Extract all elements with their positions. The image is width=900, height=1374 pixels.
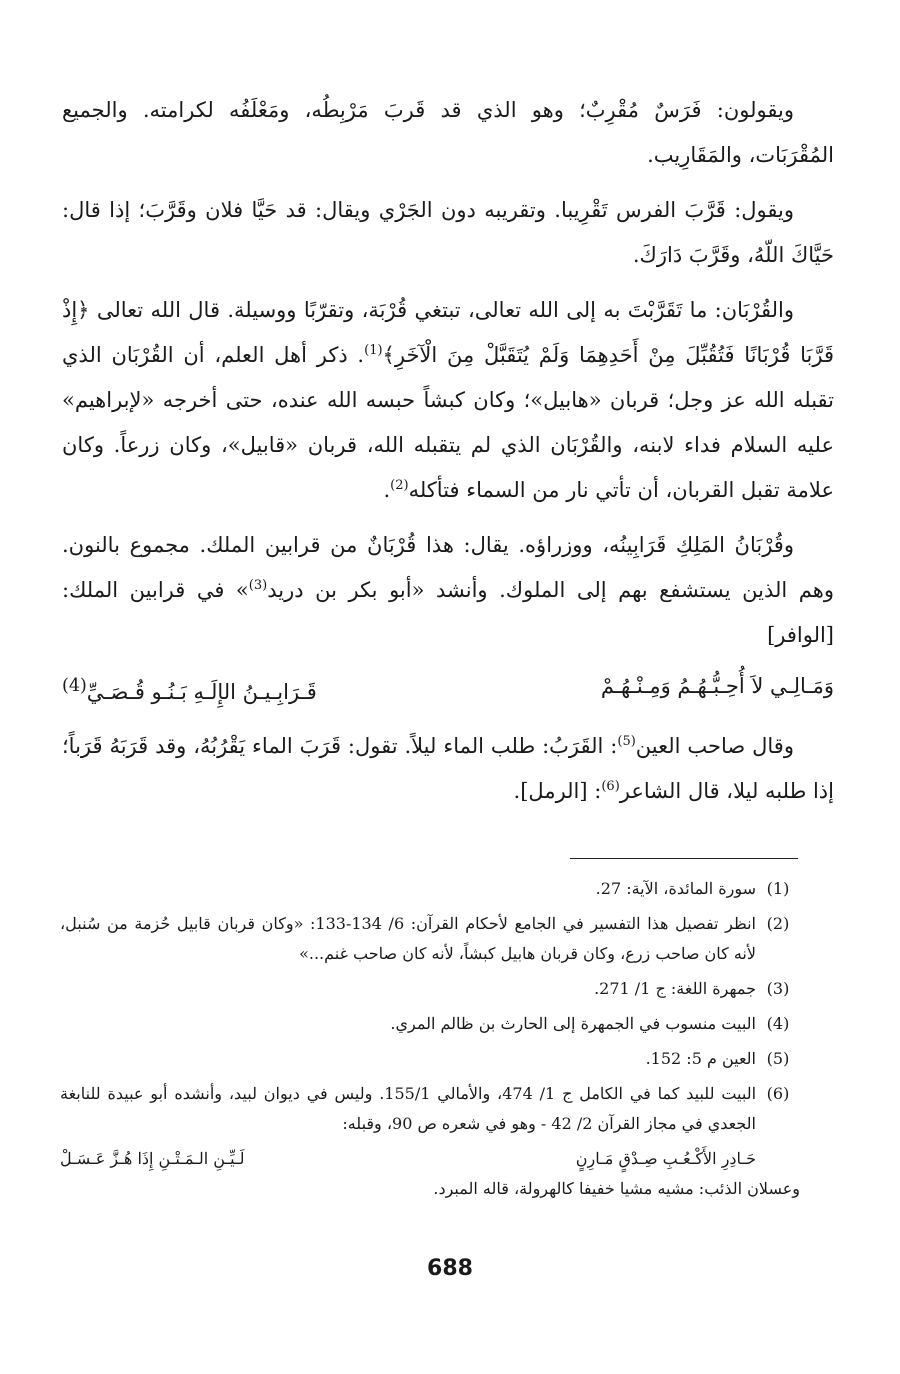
paragraph-5-end: : [الرمل].: [513, 779, 602, 803]
paragraph-5-text: وقال صاحب العين: [635, 734, 794, 758]
paragraph-4-text: وقُرْبَانُ المَلِكِ قَرَابِينُه، ووزراؤه. يقال: هذا قُرْبَانٌ من قرابين الملك. مجموع بالنون. وهم الذين يستشفع بهم إلى الملوك. وأنشد «أبو بكر بن دريد: [62, 533, 834, 602]
footnote-number: (4): [766, 1014, 790, 1033]
footnote-text: البيت منسوب في الجمهرة إلى الحارث بن ظالم المري.: [390, 1014, 756, 1033]
paragraph-3: والقُرْبَان: ما تَقَرَّبْتَ به إلى الله تعالى، تبتغي قُرْبَة، وتقرّبًا ووسيلة. قال الله تعالى ﴿إِذْ قَرَّبَا قُرْبَانًا فَتُقُبِّلَ مِنْ أَحَدِهِمَا وَلَمْ يُتَقَبَّلْ مِنَ الْآخَرِ﴾$^{(1)}$. ذكر أهل العلم، أن القُرْبَان الذي تقبله الله عز وجل؛ قربان «هابيل»؛ وكان كبشاً حبسه الله عنده، حتى أخرجه «لإبراهيم» عليه السلام فداء لابنه، والقُرْبَان الذي لم يتقبله الله، قربان «قابيل»، وكان زرعاً. وكان علامة تقبل القربان، أن تأتي نار من السماء فتأكله$^{(2)}$.: [62, 298, 834, 502]
footnote-text: سورة المائدة، الآية: 27.: [595, 879, 756, 898]
footnote-separator: [570, 858, 798, 859]
footnote-1: [60, 874, 800, 904]
footnote-number: (1): [766, 879, 790, 898]
paragraph-5-continued: : القَرَبُ: طلب الماء ليلاً. تقول: قَرَبَ الماء يَقْرُبُهُ، وقد قَرَبَهُ قَرَباً؛ إذا طلبه ليلا، قال الشاعر: [62, 734, 834, 803]
footnote-number: (6): [766, 1084, 790, 1103]
footnote-ref-2: (2): [390, 478, 409, 493]
footnote-5: [60, 1044, 800, 1074]
footnote-number: (2): [766, 914, 790, 933]
verse-second-hemistich-text: قَـرَابِـيـنُ الإِلَـهِ بَـنُـو قُـصَـيِّ: [86, 680, 317, 704]
verse-second-hemistich: [62, 666, 317, 712]
footnote-6-note: [60, 1174, 800, 1204]
paragraph-3-text: والقُرْبَان: ما تَقَرَّبْتَ به إلى الله تعالى، تبتغي قُرْبَة، وتقرّبًا ووسيلة. قال الله تعالى ﴿إِذْ قَرَّبَا قُرْبَانًا فَتُقُبِّلَ مِنْ أَحَدِهِمَا وَلَمْ يُتَقَبَّلْ مِنَ الْآخَرِ﴾: [62, 298, 834, 367]
footnote-4: [60, 1009, 800, 1039]
footnote-3: [60, 974, 800, 1004]
footnote-6-verse: [60, 1144, 800, 1174]
footnote-6: [60, 1079, 800, 1139]
footnote-verse-first-hemistich: حَـادِرِ الأَكْـعُـبِ صِـدْقٍ مَـارِنٍ: [575, 1149, 756, 1168]
footnote-text: العين م 5: 152.: [645, 1049, 756, 1068]
paragraph-2: ويقول: قَرَّبَ الفرس تَقْرِيبا. وتقريبه دون الجَرْي ويقال: قد حَيَّا فلان وقَرَّبَ؛ إذا قال: حَيَّاكَ اللّهُ، وقَرَّبَ دَارَكَ.: [62, 198, 834, 267]
footnote-number: (3): [766, 979, 790, 998]
footnote-number: (5): [766, 1049, 790, 1068]
footnote-ref-1: (1): [364, 343, 383, 358]
footnote-text: البيت للبيد كما في الكامل ج 1/ 474، والأمالي 155/1. وليس في ديوان لبيد، وأنشده أبو عبيدة للنابغة الجعدي في مجاز القرآن 2/ 42 - وهو في شعره ص 90، وقبله:: [60, 1084, 757, 1133]
paragraph-3-continued: . ذكر أهل العلم، أن القُرْبَان الذي تقبله الله عز وجل؛ قربان «هابيل»؛ وكان كبشاً حبسه الله عنده، حتى أخرجه «لإبراهيم» عليه السلام فداء لابنه، والقُرْبَان الذي لم يتقبله الله، قربان «قابيل»، وكان زرعاً. وكان علامة تقبل القربان، أن تأتي نار من السماء فتأكله: [62, 343, 834, 502]
footnote-ref-6: (6): [601, 779, 620, 794]
poetry-verse: [62, 666, 834, 712]
paragraph-5: [62, 724, 834, 814]
verse-first-hemistich: وَمَـالِـي لاَ أُحِـبُّـهُـمُ وَمِـنْـهُـمْ: [600, 674, 834, 698]
main-text: [62, 88, 834, 824]
paragraph-1: ويقولون: فَرَسٌ مُقْرِبٌ؛ وهو الذي قد قَربَ مَرْبِطُه، ومَعْلَفُه لكرامته. والجميع المُقْرَبَات، والمَقَارِيب.: [62, 98, 834, 167]
paragraph-4: [62, 523, 834, 658]
footnote-note-text: وعسلان الذئب: مشيه مشيا خفيفا كالهرولة، قاله المبرد.: [433, 1179, 800, 1198]
footnote-verse-second-hemistich: لَـيِّـنِ الـمَـتْـنِ إِذَا هُـزَّ عَـسَـلْ: [60, 1149, 245, 1168]
footnote-text: جمهرة اللغة: ج 1/ 271.: [594, 979, 756, 998]
footnote-ref-5: (5): [617, 734, 636, 749]
footnotes: [60, 874, 800, 1209]
footnote-2: [60, 909, 800, 969]
footnote-text: انظر تفصيل هذا التفسير في الجامع لأحكام القرآن: 6/ 134-133: «وكان قربان قابيل حُزمة من سُنبل، لأنه كان صاحب زرع، وكان قربان هابيل كبشاً، لأنه كان صاحب غنم...»: [60, 914, 756, 963]
paragraph-4-continued: » في قرابين الملك: [الوافر]: [62, 578, 834, 647]
footnote-ref-4: (4): [62, 676, 87, 696]
page-number: 688: [427, 1256, 473, 1281]
footnote-ref-3: (3): [248, 578, 268, 593]
